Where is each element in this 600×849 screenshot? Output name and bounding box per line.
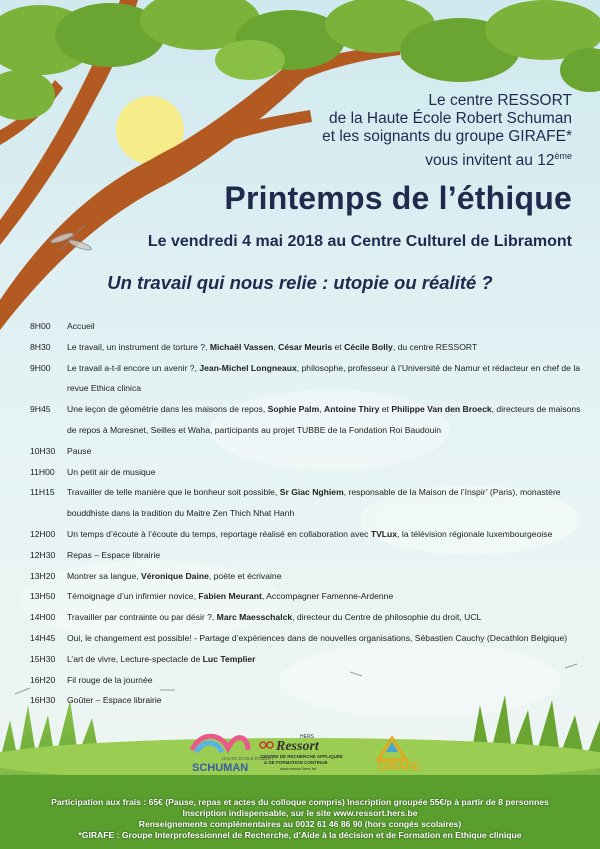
program-text: Le travail, un instrument de torture ?, xyxy=(67,341,210,352)
program-time: 16H30 xyxy=(30,695,56,706)
program-text: , du centre RESSORT xyxy=(392,341,478,352)
program-row xyxy=(30,399,585,441)
program-text: Témoignage d’un infirmier novice, xyxy=(67,591,199,602)
program-text: Repas – Espace librairie xyxy=(67,549,161,560)
program-text: , directeurs de maisons de repos à Moresnet, Seilles et Waha, participants au projet TUBBE de la Fondation Roi Baudouin xyxy=(67,404,581,435)
program-time: 11H00 xyxy=(30,466,55,477)
program-text: Pause xyxy=(67,445,92,456)
ressort-url-text: www.ressort.hers.be xyxy=(280,766,317,771)
program-description xyxy=(67,482,585,524)
program-row xyxy=(30,482,585,524)
program-text: Travailler de telle manière que le bonheur soit possible, xyxy=(67,487,280,498)
program-time: 13H20 xyxy=(30,570,56,581)
ressort-logo xyxy=(260,734,343,771)
program-text: Oui, le changement est possible! - Partage d’expériences dans de nouvelles organisations, Sébastien Cauchy (Decathlon Belgique) xyxy=(67,632,568,643)
speaker-name: Cécile Bolly xyxy=(344,341,393,352)
speaker-name: Michaël Vassen xyxy=(209,341,274,352)
program-text: Accueil xyxy=(67,321,95,331)
program-description xyxy=(67,441,585,462)
footer-info xyxy=(0,797,600,841)
program-description xyxy=(67,586,585,607)
organizers xyxy=(322,92,572,146)
speaker-name: Sophie Palm xyxy=(267,404,320,415)
program-text: et xyxy=(332,341,345,352)
org-line-2: de la Haute École Robert Schuman xyxy=(329,110,572,127)
program-row xyxy=(30,441,585,462)
program-row xyxy=(30,358,585,400)
program-description xyxy=(67,607,585,628)
program-text: , xyxy=(273,341,279,352)
program-row xyxy=(30,316,585,337)
event-title: Printemps de l’éthique xyxy=(224,180,572,216)
program-time: 8H00 xyxy=(30,321,51,331)
program-row xyxy=(30,607,585,628)
ressort-sub1-text: CENTRE DE RECHERCHE APPLIQUÉE xyxy=(260,754,343,759)
hers-schuman-text: SCHUMAN xyxy=(192,762,249,774)
program-text: , philosophe, professeur à l’Université de Namur et rédacteur en chef de la revue Ethica clinica xyxy=(67,362,581,394)
program-time: 14H00 xyxy=(30,612,56,623)
program-description xyxy=(67,628,585,649)
program-row xyxy=(30,649,585,670)
program-text: Travailler par contrainte ou par désir ?, xyxy=(67,612,217,623)
program-text: Un temps d’écoute à l’écoute du temps, reportage réalisé en collaboration avec xyxy=(67,528,371,539)
speaker-name: Luc Templier xyxy=(202,653,256,664)
program-text: , poète et écrivaine xyxy=(208,570,282,581)
footer-girafe-note: *GIRAFE : Groupe Interprofessionnel de Recherche, d’Aide à la décision et de Formation en Ethique clinique xyxy=(78,830,522,840)
speaker-name: Antoine Thiry xyxy=(324,404,380,415)
program-description xyxy=(67,545,585,566)
program-time: 13H50 xyxy=(30,591,56,602)
program-description xyxy=(67,649,585,670)
speaker-name: César Meuris xyxy=(278,341,333,352)
program-row xyxy=(30,545,585,566)
program-text: Fil rouge de la journée xyxy=(67,674,153,685)
program-time: 15H30 xyxy=(30,653,56,664)
program-text: , directeur du Centre de philosophie du droit, UCL xyxy=(292,612,482,623)
program-text: , responsable de la Maison de l’Inspir’ (Paris), monastère bouddhiste dans la tradition du Maitre Zen Thich Nhat Hanh xyxy=(67,487,561,519)
hers-robert-text: HAUTE ÉCOLE ROBERT xyxy=(222,756,274,761)
speaker-name: Jean-Michel Longneaux xyxy=(199,362,297,373)
ressort-name-text: Ressort xyxy=(276,739,319,754)
girafe-logo xyxy=(378,738,420,773)
program-time: 14H45 xyxy=(30,632,56,643)
program-text: et xyxy=(379,404,392,415)
footer-registration: Inscription indispensable, sur le site www.ressort.hers.be xyxy=(182,808,418,818)
program-text: , xyxy=(319,404,324,415)
program-text: Montrer sa langue, xyxy=(67,570,142,581)
program-description xyxy=(67,399,585,441)
ressort-sub2-text: & DE FORMATION CONTINUE xyxy=(264,760,328,765)
program-text: , la télévision régionale luxembourgeoise xyxy=(397,528,553,539)
program-text: Le travail a-t-il encore un avenir ?, xyxy=(67,362,200,373)
invitation-text: vous invitent au 12 xyxy=(425,152,555,170)
program-description xyxy=(67,670,585,691)
program-text: Un petit air de musique xyxy=(67,466,156,477)
org-line-1: Le centre RESSORT xyxy=(428,92,572,109)
program-time: 9H45 xyxy=(30,404,51,415)
program-description xyxy=(67,690,585,711)
event-date-location: Le vendredi 4 mai 2018 au Centre Culturel de Libramont xyxy=(147,233,572,250)
speaker-name: Marc Maesschalck xyxy=(216,612,293,623)
speaker-name: Fabien Meurant xyxy=(198,591,262,602)
program-description xyxy=(67,358,585,400)
speaker-name: Véronique Daine xyxy=(141,570,209,581)
program-time: 8H30 xyxy=(30,341,51,352)
program-text: Une leçon de géométrie dans les maisons de repos, xyxy=(67,404,268,415)
program-time: 9H00 xyxy=(30,362,51,373)
footer-contact: Renseignements complémentaires au 0032 61 46 86 90 (hors congés scolaires) xyxy=(138,819,462,829)
speaker-name: Sr Giac Nghiem xyxy=(279,487,344,498)
partner-logos xyxy=(0,728,600,776)
program-schedule xyxy=(30,316,585,711)
program-row xyxy=(30,566,585,587)
invitation-line xyxy=(425,151,572,170)
program-row xyxy=(30,586,585,607)
speaker-name: TVLux xyxy=(370,528,398,539)
speaker-name: Philippe Van den Broeck xyxy=(391,404,492,415)
program-row xyxy=(30,337,585,358)
program-description xyxy=(67,524,585,545)
invitation-ordinal: ème xyxy=(554,151,572,161)
girafe-text: GIRAFE xyxy=(378,761,420,773)
program-row xyxy=(30,690,585,711)
ressort-hers-text: HERS xyxy=(300,734,314,740)
program-time: 11H15 xyxy=(30,487,55,498)
org-line-3: et les soignants du groupe GIRAFE* xyxy=(322,128,572,145)
program-description xyxy=(67,566,585,587)
program-text: L’art de vivre, Lecture-spectacle de xyxy=(67,653,203,664)
program-description xyxy=(67,337,585,358)
footer-fees: Participation aux frais : 65€ (Pause, repas et actes du colloque compris) Inscription groupée 55€/p à partir de 8 personnes xyxy=(51,797,549,807)
program-time: 12H30 xyxy=(30,549,56,560)
program-description xyxy=(67,462,585,483)
program-row xyxy=(30,670,585,691)
program-row xyxy=(30,462,585,483)
program-text: Goûter – Espace librairie xyxy=(67,695,162,706)
program-row xyxy=(30,628,585,649)
program-text: , Accompagner Famenne-Ardenne xyxy=(261,591,394,602)
program-time: 12H00 xyxy=(30,528,56,539)
program-time: 16H20 xyxy=(30,674,56,685)
program-row xyxy=(30,524,585,545)
program-time: 10H30 xyxy=(30,445,56,456)
program-description xyxy=(67,316,585,337)
event-theme: Un travail qui nous relie : utopie ou réalité ? xyxy=(107,272,493,293)
